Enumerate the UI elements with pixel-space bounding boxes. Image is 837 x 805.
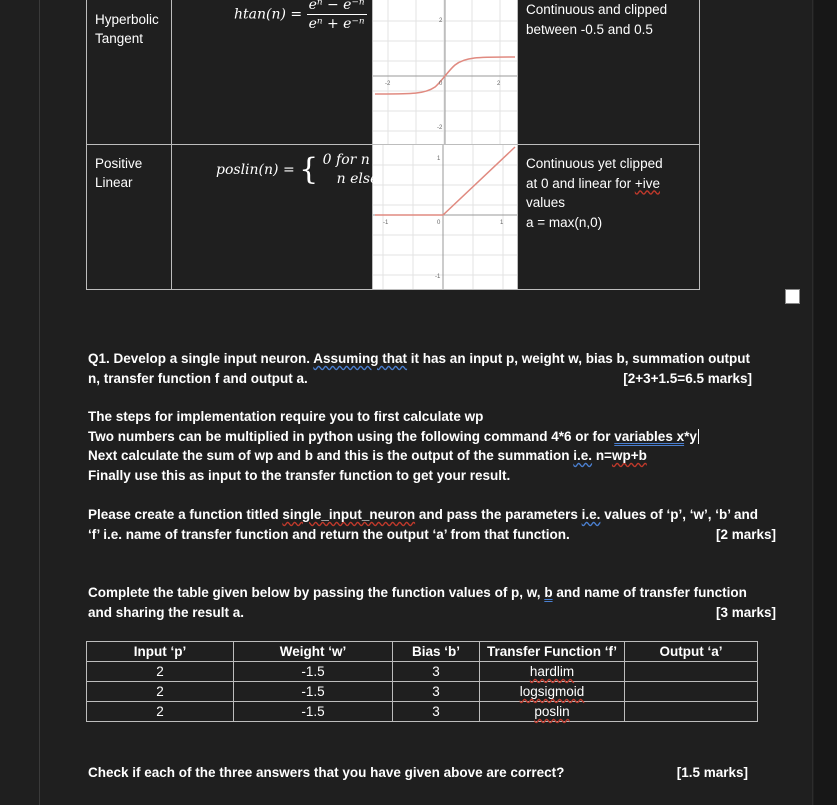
activation-function-table xyxy=(86,0,700,290)
table-cell: -1.5 xyxy=(234,682,393,702)
y-tick-label: -1 xyxy=(435,274,441,280)
text-fragment: n, transfer function f and output a. xyxy=(88,370,308,386)
text-fragment: single_input_neuron xyxy=(282,507,416,522)
column-header: Transfer Function ‘f’ xyxy=(480,642,625,662)
text-fragment: *y xyxy=(684,428,697,444)
marks-label: [2 marks] xyxy=(715,526,776,542)
function-name: Tangent xyxy=(95,31,144,46)
text-fragment: and sharing the result a. xyxy=(88,604,245,620)
q1-block xyxy=(88,349,788,388)
text-fragment: i.e. xyxy=(581,507,601,522)
equation-lhs: htan(n) = xyxy=(234,6,303,23)
table-cell: 3 xyxy=(393,662,480,682)
description-text: Continuous yet clipped xyxy=(526,156,663,171)
table-cell xyxy=(480,682,625,702)
y-tick-label: 2 xyxy=(439,18,443,24)
description-text: values xyxy=(526,195,566,210)
table-cell: 2 xyxy=(87,662,234,682)
output-cell[interactable] xyxy=(625,662,758,682)
text-fragment: n= xyxy=(592,448,612,463)
output-cell[interactable] xyxy=(625,682,758,702)
instr-line xyxy=(88,505,788,525)
text-cursor xyxy=(698,429,699,444)
x-tick-label: -1 xyxy=(383,220,389,226)
table-cell xyxy=(480,662,625,682)
text-fragment: and pass the parameters xyxy=(415,507,582,522)
x-tick-label: 1 xyxy=(500,220,504,226)
text-fragment: and name of transfer function xyxy=(552,585,747,600)
table-cell: 2 xyxy=(87,682,234,702)
column-header: Bias ‘b’ xyxy=(393,642,480,662)
poslin-plot-cell xyxy=(373,145,518,290)
check-text: Check if each of the three answers that you have given above are correct? xyxy=(88,765,565,780)
output-cell[interactable] xyxy=(625,702,758,722)
table-cell: 2 xyxy=(87,702,234,722)
table-row-tanh xyxy=(87,0,700,145)
cell-text: hardlim xyxy=(529,664,575,679)
column-header: Weight ‘w’ xyxy=(234,642,393,662)
y-tick-label: -2 xyxy=(437,125,443,131)
equation-case: 0 for n < 0 xyxy=(322,152,400,168)
equation-fraction xyxy=(307,0,367,32)
function-name: Linear xyxy=(95,175,133,190)
equation-cell xyxy=(172,145,400,290)
marks-label: [1.5 marks] xyxy=(676,765,748,780)
text-fragment: Complete the table given below by passing the function values of p, w, xyxy=(88,585,545,600)
check-line xyxy=(88,763,748,783)
function-instructions xyxy=(88,505,788,544)
table-cell: 3 xyxy=(393,702,480,722)
function-name-cell xyxy=(87,145,172,290)
text-fragment: b xyxy=(544,585,553,600)
function-name: Positive xyxy=(95,156,143,171)
table-row xyxy=(87,662,758,682)
page-right-edge xyxy=(812,0,813,805)
description-cell xyxy=(518,145,700,290)
description-text: Continuous and clipped xyxy=(526,2,668,17)
poslin-plot xyxy=(373,145,517,289)
cell-text: poslin xyxy=(534,704,570,719)
text-fragment: Assuming that xyxy=(313,351,408,366)
steps-line: The steps for implementation require you to first calculate wp xyxy=(88,409,484,424)
text-fragment: wp+b xyxy=(611,448,647,463)
checkbox[interactable] xyxy=(785,289,800,304)
marks-label: [3 marks] xyxy=(715,604,776,620)
results-table xyxy=(86,641,758,722)
text-fragment: Q1. Develop a single input neuron. xyxy=(88,351,314,366)
tanh-plot-cell xyxy=(373,0,518,145)
table-cell xyxy=(480,702,625,722)
steps-line: Finally use this as input to the transfer function to get your result. xyxy=(88,467,511,483)
table-cell: -1.5 xyxy=(234,662,393,682)
table-row-poslin xyxy=(87,145,700,290)
complete-line xyxy=(88,583,788,603)
tanh-equation xyxy=(234,0,367,32)
text-fragment: Two numbers can be multiplied in python using the following command 4*6 or for xyxy=(88,428,615,444)
table-row xyxy=(87,682,758,702)
equation-case: n else xyxy=(336,171,379,187)
description-cell xyxy=(518,0,700,145)
instr-line xyxy=(88,525,788,545)
q1-line xyxy=(88,369,788,389)
cell-text: logsigmoid xyxy=(519,684,585,699)
table-cell: 3 xyxy=(393,682,480,702)
complete-instructions xyxy=(88,583,788,622)
x-tick-label: 0 xyxy=(437,220,441,226)
equation-cell xyxy=(172,0,373,145)
text-fragment: values of ‘p’, ‘w’, ‘b’ and xyxy=(600,507,758,522)
table-cell: -1.5 xyxy=(234,702,393,722)
text-fragment: ‘f’ i.e. name of transfer function and return the output ‘a’ from that function. xyxy=(88,526,570,542)
steps-line xyxy=(88,446,699,466)
steps-line xyxy=(88,427,699,447)
table-header-row xyxy=(87,642,758,662)
description-text xyxy=(526,174,691,194)
description-text: between -0.5 and 0.5 xyxy=(526,21,653,37)
column-header: Input ‘p’ xyxy=(87,642,234,662)
tanh-plot xyxy=(373,0,517,144)
x-tick-label: 2 xyxy=(497,81,501,87)
marks-label: [2+3+1.5=6.5 marks] xyxy=(623,370,752,386)
equation-lhs: poslin(n) = xyxy=(216,162,295,178)
text-fragment: Please create a function titled xyxy=(88,507,283,522)
x-tick-label: -2 xyxy=(385,81,391,87)
equation-numerator: eⁿ − e⁻ⁿ xyxy=(307,0,367,15)
description-fragment: +ive xyxy=(634,175,660,191)
text-fragment: Next calculate the sum of wp and b and this is the output of the summation xyxy=(88,448,574,463)
table-row xyxy=(87,702,758,722)
steps-block xyxy=(88,407,699,485)
function-name-cell xyxy=(87,0,172,145)
equation-denominator: eⁿ + e⁻ⁿ xyxy=(308,16,365,32)
description-text: a = max(n,0) xyxy=(526,214,603,230)
text-fragment: it has an input p, weight w, bias b, summation output xyxy=(407,351,751,366)
description-fragment: at 0 and linear for xyxy=(526,175,635,191)
complete-line xyxy=(88,603,788,623)
y-tick-label: 1 xyxy=(437,156,441,162)
x-tick-label: 0 xyxy=(439,81,443,87)
vertical-scrollbar[interactable] xyxy=(814,0,837,805)
text-fragment: variables x xyxy=(614,428,685,444)
page-left-edge xyxy=(39,0,40,805)
q1-line xyxy=(88,349,788,369)
column-header: Output ‘a’ xyxy=(625,642,758,662)
function-name: Hyperbolic xyxy=(95,12,159,27)
brace-symbol: { xyxy=(299,152,319,187)
text-fragment: i.e. xyxy=(573,448,593,463)
